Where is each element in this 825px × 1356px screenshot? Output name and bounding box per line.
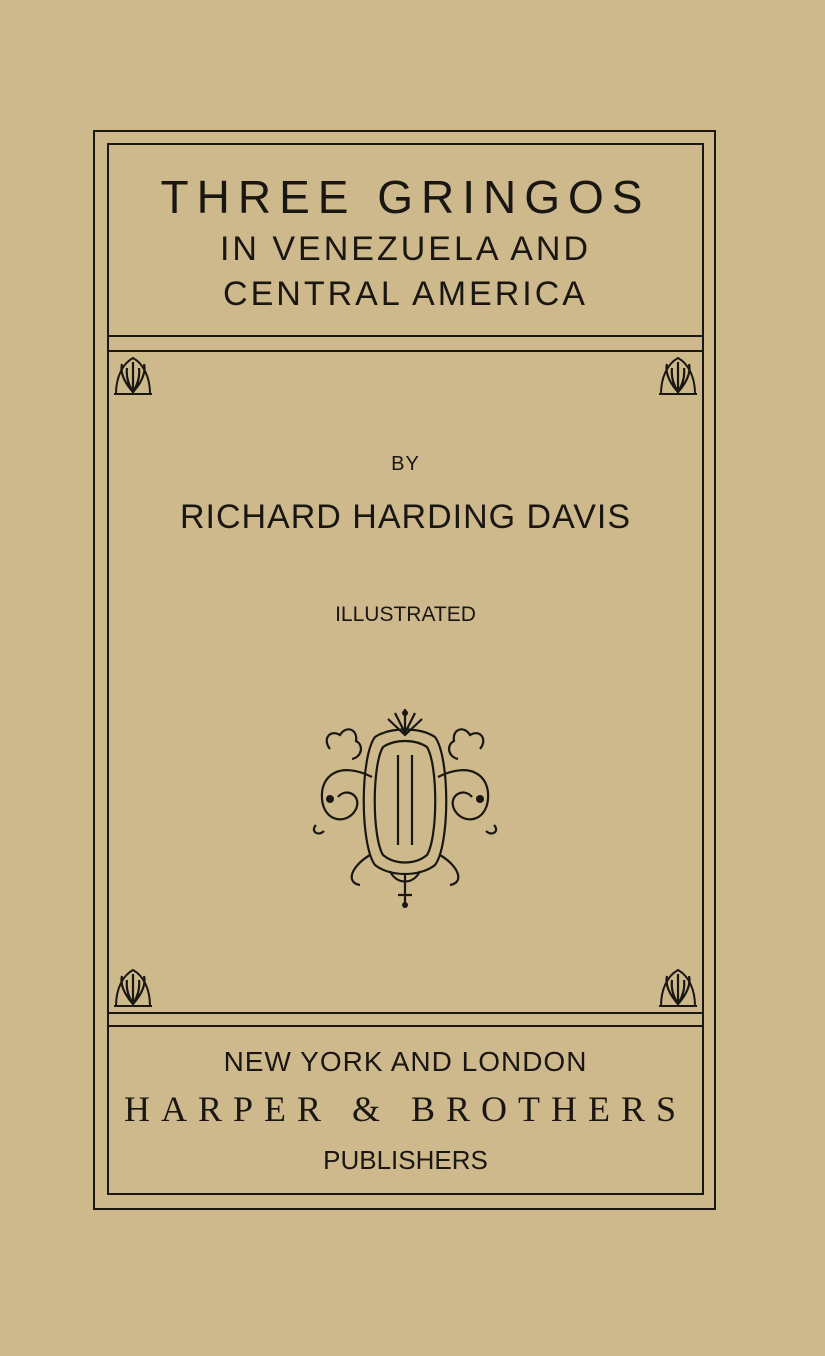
book-title: THREE GRINGOS — [160, 171, 651, 223]
publisher-name: HARPER & BROTHERS — [123, 1089, 688, 1129]
corner-ornament-top-right — [655, 352, 701, 398]
imprint-divider-top — [107, 1012, 704, 1014]
title-divider-bottom — [107, 350, 704, 352]
publication-place: NEW YORK AND LONDON — [223, 1046, 588, 1077]
book-subtitle-line1: IN VENEZUELA AND — [219, 230, 592, 268]
publishers-label: PUBLISHERS — [323, 1145, 488, 1175]
book-subtitle-line2: CENTRAL AMERICA — [223, 275, 588, 313]
corner-ornament-bottom-left — [110, 964, 156, 1010]
by-line: BY — [391, 453, 420, 475]
corner-ornament-bottom-right — [655, 964, 701, 1010]
illustrated-label: ILLUSTRATED — [335, 603, 476, 626]
author-name: RICHARD HARDING DAVIS — [179, 498, 632, 536]
corner-ornament-top-left — [110, 352, 156, 398]
publisher-emblem-icon — [300, 705, 510, 910]
title-divider-top — [107, 335, 704, 337]
imprint-divider-bottom — [107, 1025, 704, 1027]
